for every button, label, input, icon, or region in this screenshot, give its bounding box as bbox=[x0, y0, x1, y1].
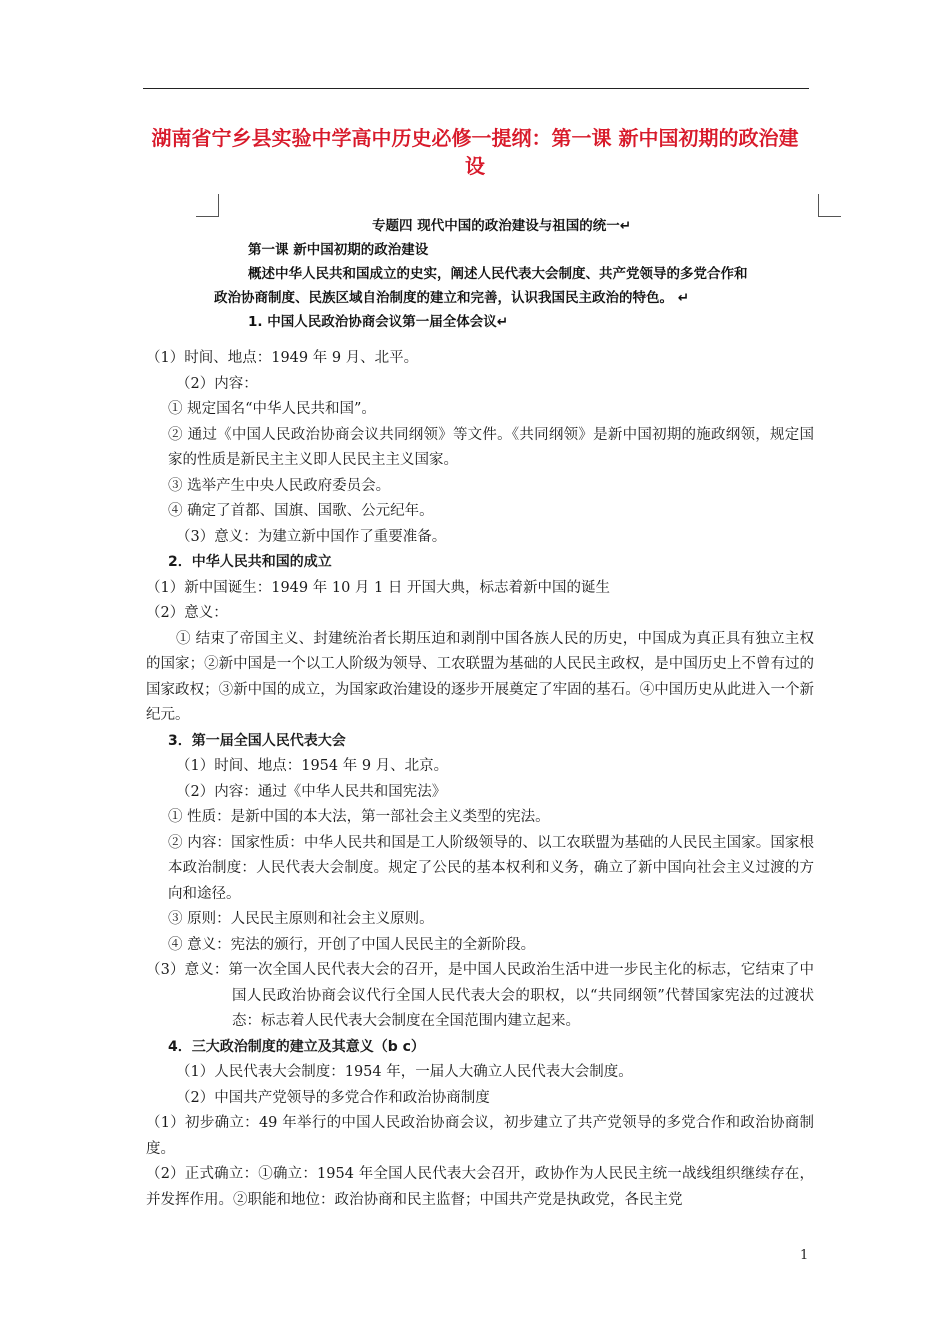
embedded-section-1-heading: 1. 中国人民政治协商会议第一届全体会议↵ bbox=[248, 314, 509, 329]
embedded-topic-line: 专题四 现代中国的政治建设与祖国的统一↵ bbox=[372, 218, 632, 234]
page-number: 1 bbox=[800, 1248, 809, 1263]
paragraph: ① 规定国名“中华人民共和国”。 bbox=[168, 401, 376, 417]
paragraph: ① 性质：是新中国的本大法，第一部社会主义类型的宪法。 bbox=[168, 809, 550, 825]
paragraph: （2）内容：通过《中华人民共和国宪法》 bbox=[176, 783, 447, 800]
embedded-objective-line-2: 政治协商制度、民族区域自治制度的建立和完善，认识我国民主政治的特色。 ↵ bbox=[214, 290, 690, 306]
paragraph: （1）时间、地点：1954 年 9 月、北京。 bbox=[176, 758, 449, 774]
embedded-lesson-line: 第一课 新中国初期的政治建设 bbox=[248, 242, 429, 258]
document-title: 湖南省宁乡县实验中学高中历史必修一提纲：第一课 新中国初期的政治建设 bbox=[151, 126, 799, 178]
paragraph: ④ 意义：宪法的颁行，开创了中国人民民主的全新阶段。 bbox=[168, 936, 536, 953]
crop-mark-right bbox=[818, 194, 841, 217]
section-heading: 3．第一届全国人民代表大会 bbox=[168, 732, 346, 749]
paragraph: ② 通过《中国人民政治协商会议共同纲领》等文件。《共同纲领》是新中国初期的施政纲领，规定国家的性质是新民主主义即人民民主主义国家。 bbox=[168, 426, 814, 468]
paragraph: （1）新中国诞生：1949 年 10 月 1 日 开国大典，标志着新中国的诞生 bbox=[146, 579, 610, 596]
paragraph: （2）意义： bbox=[146, 605, 228, 621]
paragraph: ③ 原则：人民民主原则和社会主义原则。 bbox=[168, 911, 434, 927]
paragraph: （2）中国共产党领导的多党合作和政治协商制度 bbox=[176, 1089, 490, 1106]
paragraph: ② 内容：国家性质：中华人民共和国是工人阶级领导的、以工农联盟为基础的人民民主国家。国家根本政治制度：人民代表大会制度。规定了公民的基本权利和义务，确立了新中国向社会主义过渡的方向和途径。 bbox=[168, 834, 814, 902]
paragraph: （3）意义：为建立新中国作了重要准备。 bbox=[176, 528, 447, 545]
paragraph: （3）意义：第一次全国人民代表大会的召开，是中国人民政治生活中进一步民主化的标志，它结束了中国人民政治协商会议代行全国人民代表大会的职权，以“共同纲领”代替国家宪法的过渡状态：标志着人民代表大会制度在全国范围内建立起来。 bbox=[146, 962, 814, 1029]
paragraph: （1）时间、地点：1949 年 9 月、北平。 bbox=[146, 350, 419, 366]
paragraph: （1）人民代表大会制度：1954 年，一届人大确立人民代表大会制度。 bbox=[176, 1064, 633, 1080]
section-heading: 2．中华人民共和国的成立 bbox=[168, 554, 332, 570]
paragraph: ① 结束了帝国主义、封建统治者长期压迫和剥削中国各族人民的历史，中国成为真正具有独立主权的国家；②新中国是一个以工人阶级为领导、工农联盟为基础的人民民主政权，是中国历史上不曾有过的国家政权；③新中国的成立，为国家政治建设的逐步开展奠定了牢固的基石。④中国历史从此进入一个新纪元。 bbox=[146, 630, 814, 723]
document-body bbox=[146, 346, 814, 1213]
paragraph: （1）初步确立：49 年举行的中国人民政治协商会议，初步建立了共产党领导的多党合作和政治协商制度。 bbox=[146, 1115, 814, 1157]
section-heading: 4．三大政治制度的建立及其意义（b c） bbox=[168, 1038, 425, 1055]
paragraph: （2）内容： bbox=[176, 375, 258, 392]
paragraph: ③ 选举产生中央人民政府委员会。 bbox=[168, 477, 391, 494]
header-rule bbox=[143, 88, 809, 89]
paragraph: （2）正式确立：①确立：1954 年全国人民代表大会召开，政协作为人民民主统一战线组织继续存在，并发挥作用。②职能和地位：政治协商和民主监督；中国共产党是执政党，各民主党 bbox=[146, 1166, 814, 1208]
embedded-scanned-heading bbox=[214, 214, 814, 329]
embedded-objective-line-1: 概述中华人民共和国成立的史实，阐述人民代表大会制度、共产党领导的多党合作和 bbox=[248, 266, 748, 282]
paragraph: ④ 确定了首都、国旗、国歌、公元纪年。 bbox=[168, 503, 434, 519]
